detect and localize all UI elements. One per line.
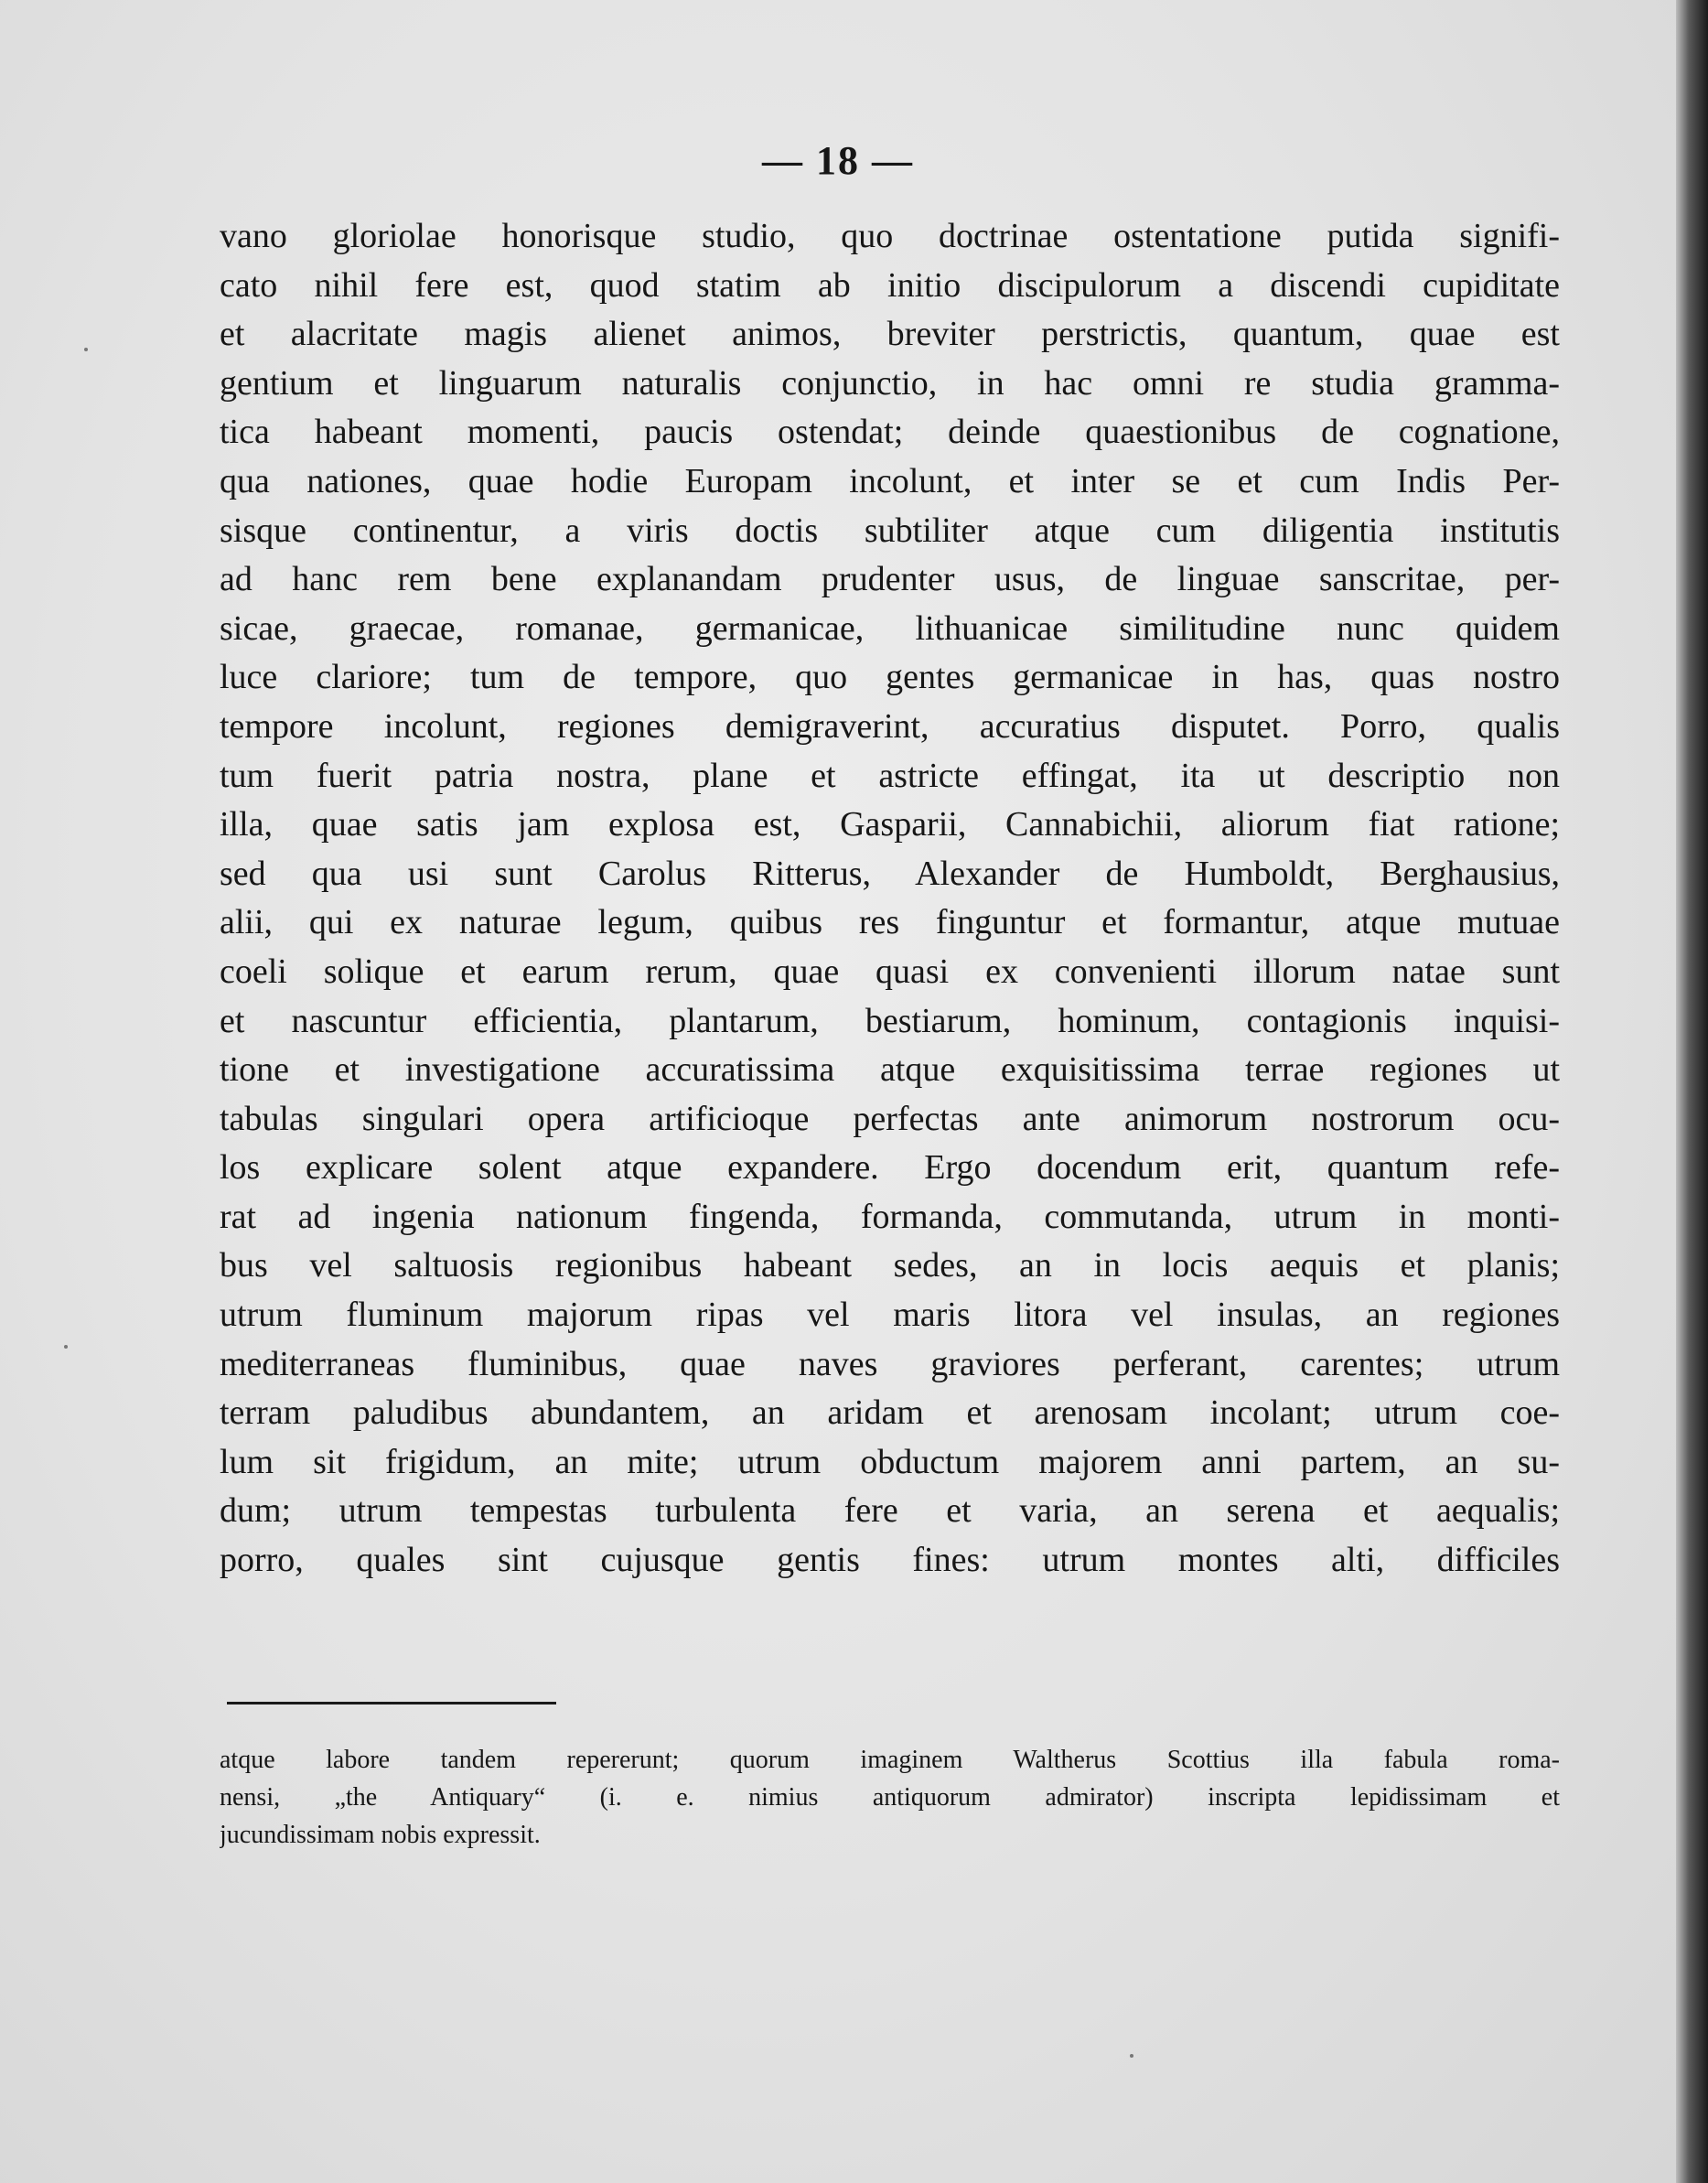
text-line: qua nationes, quae hodie Europam incolunt, et inter se et cum Indis Per- bbox=[220, 461, 1560, 500]
text-line: luce clariore; tum de tempore, quo gentes germanicae in has, quas nostro bbox=[220, 658, 1560, 697]
text-line: illa, quae satis jam explosa est, Gasparii, Cannabichii, aliorum fiat ratione; bbox=[220, 805, 1560, 844]
text-line: coeli solique et earum rerum, quae quasi ex convenienti illorum natae sunt bbox=[220, 952, 1560, 991]
text-line: tica habeant momenti, paucis ostendat; deinde quaestionibus de cognatione, bbox=[220, 413, 1560, 452]
footnote-line: atque labore tandem repererunt; quorum imaginem Waltherus Scottius illa fabula roma- bbox=[220, 1746, 1560, 1774]
text-line: alii, qui ex naturae legum, quibus res finguntur et formantur, atque mutuae bbox=[220, 903, 1560, 942]
footnote-separator bbox=[227, 1702, 556, 1704]
text-line: tempore incolunt, regiones demigraverint, accuratius disputet. Porro, qualis bbox=[220, 706, 1560, 746]
text-line: tum fuerit patria nostra, plane et astricte effingat, ita ut descriptio non bbox=[220, 756, 1560, 795]
text-line: sicae, graecae, romanae, germanicae, lithuanicae similitudine nunc quidem bbox=[220, 608, 1560, 648]
text-line: mediterraneas fluminibus, quae naves graviores perferant, carentes; utrum bbox=[220, 1344, 1560, 1383]
text-line: gentium et linguarum naturalis conjunctio, in hac omni re studia gramma- bbox=[220, 363, 1560, 403]
footnote-line: jucundissimam nobis expressit. bbox=[220, 1821, 541, 1849]
text-line: cato nihil fere est, quod statim ab initio discipulorum a discendi cupiditate bbox=[220, 265, 1560, 305]
text-line: tabulas singulari opera artificioque perfectas ante animorum nostrorum ocu- bbox=[220, 1099, 1560, 1138]
text-line: vano gloriolae honorisque studio, quo doctrinae ostentatione putida signifi- bbox=[220, 217, 1560, 255]
text-line: tione et investigatione accuratissima atque exquisitissima terrae regiones ut bbox=[220, 1050, 1560, 1090]
paper-speck bbox=[1130, 2054, 1133, 2058]
text-line: et alacritate magis alienet animos, breviter perstrictis, quantum, quae est bbox=[220, 315, 1560, 354]
text-line: sed qua usi sunt Carolus Ritterus, Alexander de Humboldt, Berghausius, bbox=[220, 854, 1560, 893]
page-number: — 18 — bbox=[762, 138, 914, 183]
text-line: los explicare solent atque expandere. Ergo docendum erit, quantum refe- bbox=[220, 1148, 1560, 1188]
text-line: terram paludibus abundantem, an aridam et arenosam incolant; utrum coe- bbox=[220, 1393, 1560, 1433]
text-line: utrum fluminum majorum ripas vel maris litora vel insulas, an regiones bbox=[220, 1296, 1560, 1335]
text-line: et nascuntur efficientia, plantarum, bestiarum, hominum, contagionis inquisi- bbox=[220, 1001, 1560, 1040]
text-line: porro, quales sint cujusque gentis fines: utrum montes alti, difficiles bbox=[220, 1541, 1560, 1580]
text-line: bus vel saltuosis regionibus habeant sedes, an in locis aequis et planis; bbox=[220, 1246, 1560, 1285]
paper-speck bbox=[64, 1345, 68, 1349]
footnote bbox=[220, 1741, 1560, 1854]
footnote-line: nensi, „the Antiquary“ (i. e. nimius antiquorum admirator) inscripta lepidissimam et bbox=[220, 1783, 1560, 1812]
paper-speck bbox=[84, 348, 88, 351]
text-line: lum sit frigidum, an mite; utrum obductum majorem anni partem, an su- bbox=[220, 1442, 1560, 1481]
book-spine-shadow bbox=[1676, 0, 1708, 2183]
text-line: dum; utrum tempestas turbulenta fere et varia, an serena et aequalis; bbox=[220, 1491, 1560, 1531]
text-line: ad hanc rem bene explanandam prudenter usus, de linguae sanscritae, per- bbox=[220, 560, 1560, 599]
main-text bbox=[220, 212, 1560, 1586]
text-line: rat ad ingenia nationum fingenda, formanda, commutanda, utrum in monti- bbox=[220, 1197, 1560, 1236]
text-line: sisque continentur, a viris doctis subtiliter atque cum diligentia institutis bbox=[220, 511, 1560, 550]
